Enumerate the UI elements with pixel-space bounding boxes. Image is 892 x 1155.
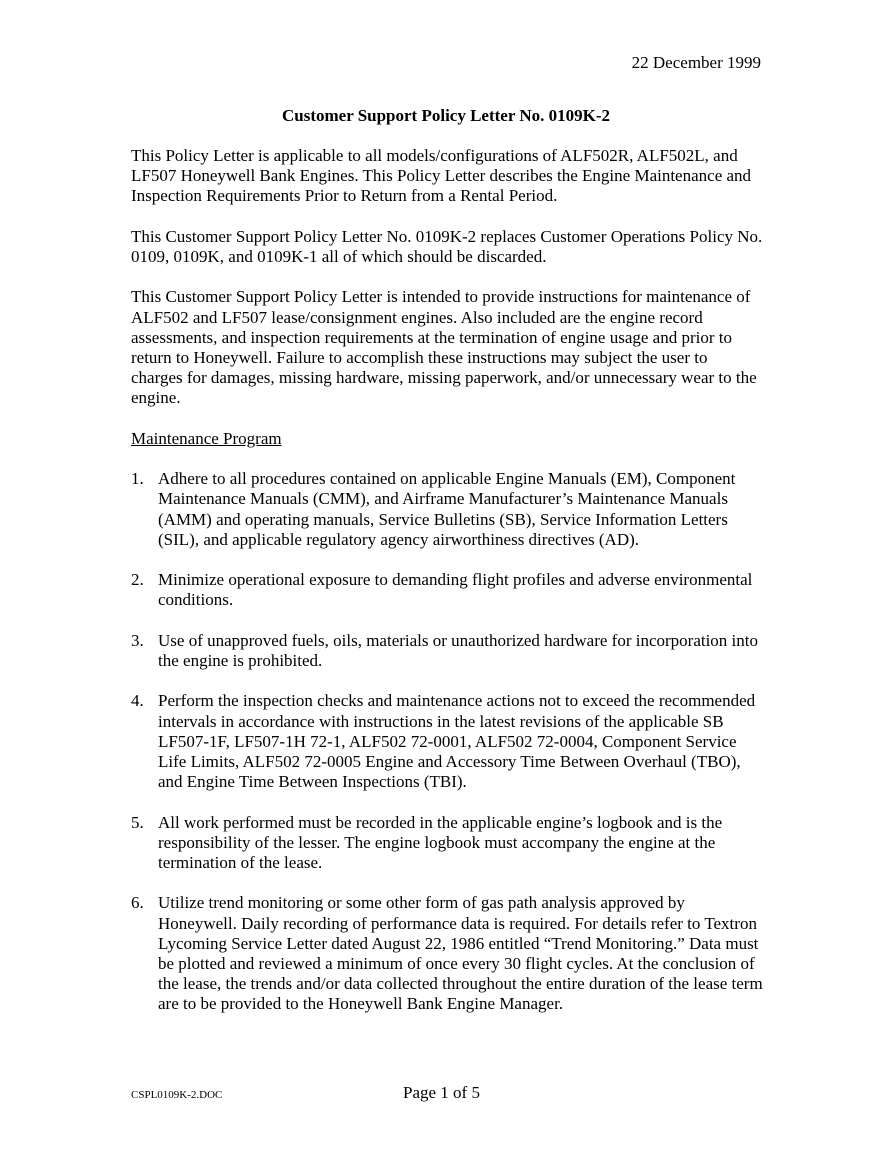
paragraph-applicability: This Policy Letter is applicable to all models/configurations of ALF502R, ALF502L, and LF507 Honeywell Bank Engines. This Policy Letter describes the Engine Maintenance and Inspection Requirements Prior to Return from a Rental Period.	[131, 146, 752, 206]
list-item-number: 2.	[131, 570, 144, 590]
list-item-number: 4.	[131, 691, 144, 711]
list-item-text: All work performed must be recorded in the applicable engine’s logbook and is the responsibility of the lesser. The engine logbook must accompany the engine at the termination of the lease.	[158, 812, 723, 872]
list-item	[131, 631, 763, 671]
list-item	[131, 469, 763, 550]
list-item-text: Minimize operational exposure to demanding flight profiles and adverse environmental conditions.	[158, 570, 753, 610]
paragraph-replaces: This Customer Support Policy Letter No. 0109K-2 replaces Customer Operations Policy No. 0109, 0109K, and 0109K-1 all of which should be discarded.	[131, 226, 763, 266]
paragraph-intent: This Customer Support Policy Letter is intended to provide instructions for maintenance of ALF502 and LF507 lease/consignment engines. Also included are the engine record assessments, and inspection requirements at the termination of engine usage and prior to return to Honeywell. Failure to accomplish these instructions may subject the user to charges for damages, missing hardware, missing paperwork, and/or unnecessary wear to the engine.	[131, 287, 757, 408]
letter-body	[131, 146, 763, 1035]
list-item-text: Utilize trend monitoring or some other form of gas path analysis approved by Honeywell. Daily recording of performance data is required. For details refer to Textron Lycoming Service Letter dated August 22, 1986 entitled “Trend Monitoring.” Data must be plotted and reviewed a minimum of once every 30 flight cycles. At the conclusion of the lease, the trends and/or data collected throughout the entire duration of the lease term are to be provided to the Honeywell Bank Engine Manager.	[158, 893, 763, 1014]
list-item-number: 6.	[131, 893, 144, 913]
letter-title: Customer Support Policy Letter No. 0109K-2	[281, 106, 610, 125]
list-item-number: 5.	[131, 812, 144, 832]
section-heading-maintenance-program: Maintenance Program	[131, 428, 282, 448]
list-item-text: Adhere to all procedures contained on applicable Engine Manuals (EM), Component Maintenance Manuals (CMM), and Airframe Manufacturer’s Maintenance Manuals (AMM) and operating manuals, Service Bulletins (SB), Service Information Letters (SIL), and applicable regulatory agency airworthiness directives (AD).	[158, 469, 736, 549]
letter-date: 22 December 1999	[631, 53, 761, 72]
list-item-number: 3.	[131, 630, 144, 650]
list-item	[131, 691, 763, 792]
list-item-number: 1.	[131, 469, 144, 489]
list-item	[131, 570, 763, 610]
footer-page-number: Page 1 of 5	[403, 1083, 480, 1102]
list-item-text: Perform the inspection checks and maintenance actions not to exceed the recommended intervals in accordance with instructions in the latest revisions of the applicable SB LF507-1F, LF507-1H 72-1, ALF502 72-0001, ALF502 72-0004, Component Service Life Limits, ALF502 72-0005 Engine and Accessory Time Between Overhaul (TBO), and Engine Time Between Inspections (TBI).	[158, 691, 756, 792]
list-item-text: Use of unapproved fuels, oils, materials or unauthorized hardware for incorporation into the engine is prohibited.	[158, 630, 759, 670]
footer-filename: CSPL0109K-2.DOC	[131, 1089, 223, 1101]
list-item	[131, 813, 763, 874]
list-item	[131, 893, 763, 1014]
